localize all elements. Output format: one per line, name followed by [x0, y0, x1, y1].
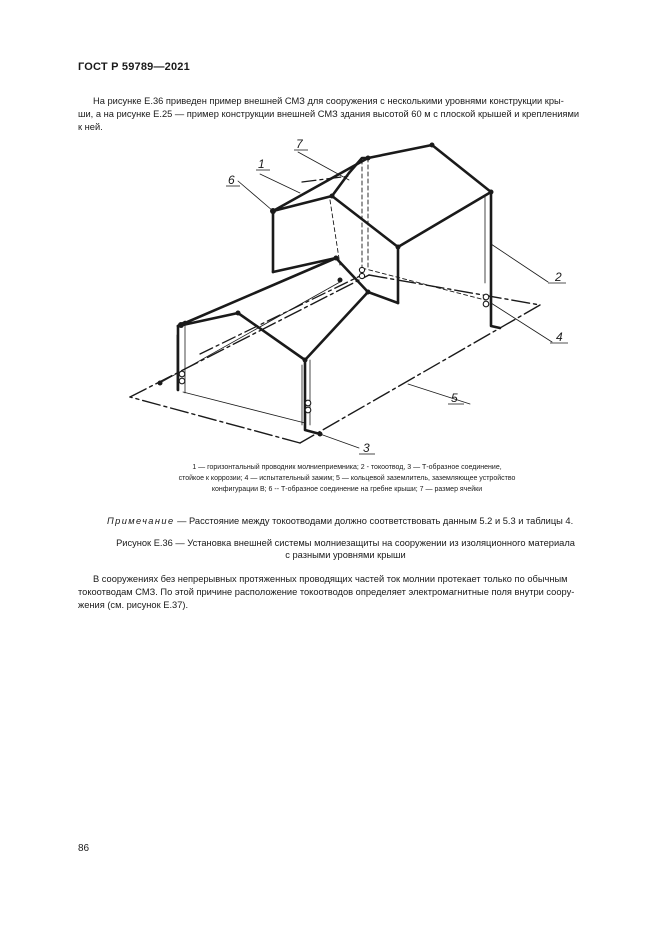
figure-label-2: 2	[555, 270, 562, 284]
standard-code: ГОСТ Р 59789—2021	[78, 61, 190, 73]
figure-note	[107, 516, 573, 526]
figure-label-3: 3	[363, 441, 370, 455]
caption-line: Рисунок Е.36 — Установка внешней системы молниезащиты на сооружении из изоляционного материала	[116, 538, 575, 548]
figure-legend	[100, 462, 594, 495]
legend-line: конфигурации В; 6 -- Т-образное соединение на гребне крыши; 7 — размер ячейки	[211, 486, 483, 493]
leader-lines	[238, 152, 552, 448]
intro-line: На рисунке Е.36 приведен пример внешней СМЗ для сооружения с несколькими уровнями конструкции кры-	[93, 96, 564, 106]
intro-line: ши, а на рисунке Е.25 — пример конструкции внешней СМЗ здания высотой 60 м с плоской крышей и креплениями	[78, 109, 580, 119]
closing-line: жения (см. рисунок Е.37).	[78, 600, 189, 610]
figure-label-6: 6	[228, 173, 235, 187]
page-number: 86	[78, 843, 90, 854]
building-outline-thin	[160, 197, 485, 425]
intro-line: к ней.	[78, 122, 103, 132]
test-clamps	[179, 267, 489, 412]
caption-line: с разными уровнями крыши	[285, 550, 406, 560]
closing-line: токоотводам СМЗ. По этой причине расположение токоотводов определяет электромагнитные поля внутри соору-	[78, 587, 575, 597]
figure-label-1: 1	[258, 157, 265, 171]
figure-label-7: 7	[296, 137, 303, 151]
figure-label-5: 5	[451, 391, 458, 405]
legend-line: 1 — горизонтальный проводник молниеприемника; 2 - токоотвод, 3 — Т-образное соединение,	[192, 464, 502, 471]
closing-paragraph	[78, 573, 613, 612]
note-label: Примечание	[107, 516, 175, 526]
ring-earth-electrode	[130, 275, 540, 443]
figure-caption	[78, 537, 613, 561]
legend-line: стойкое к коррозии; 4 — испытательный зажим; 5 — кольцевой заземлитель, заземляющее устройство	[178, 475, 516, 482]
note-text: — Расстояние между токоотводами должно соответствовать данным 5.2 и 5.3 и таблицы 4.	[174, 516, 574, 526]
figure-label-4: 4	[556, 330, 563, 344]
closing-line: В сооружениях без непрерывных протяженных проводящих частей ток молнии протекает только по обычным	[93, 574, 568, 584]
